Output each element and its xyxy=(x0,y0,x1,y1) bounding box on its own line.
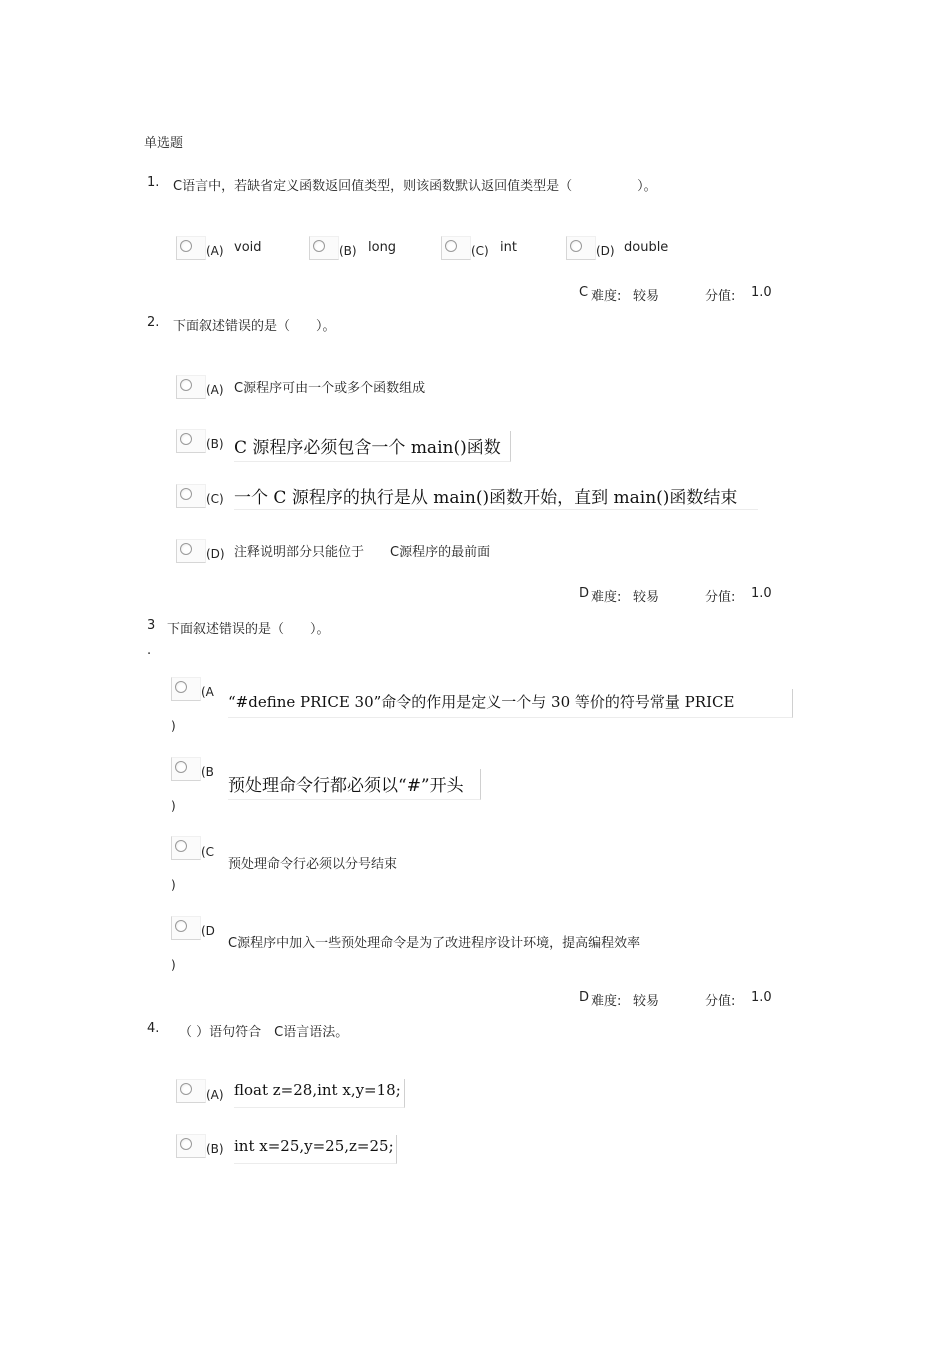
option-letter: (C) xyxy=(471,244,489,258)
option-text: 一个 C 源程序的执行是从 main()函数开始，直到 main()函数结束 xyxy=(234,481,758,510)
difficulty-value: 较易 xyxy=(633,289,660,304)
option-text: double xyxy=(624,240,669,255)
score-label: 分值: xyxy=(705,994,736,1009)
option-letter: (A xyxy=(201,685,214,699)
option-text: C源程序中加入一些预处理命令是为了改进程序设计环境，提高编程效率 xyxy=(228,936,641,951)
radio-button[interactable] xyxy=(171,677,201,701)
option-letter-close: ) xyxy=(171,878,176,892)
radio-button[interactable] xyxy=(176,539,206,563)
question-number: 4. xyxy=(147,1021,160,1036)
option-letter: (B) xyxy=(339,244,357,258)
option-letter-close: ) xyxy=(171,719,176,733)
radio-button[interactable] xyxy=(171,916,201,940)
option-text: 注释说明部分只能位于 C源程序的最前面 xyxy=(234,545,491,560)
option-letter: (B xyxy=(201,765,214,779)
option-letter: (D xyxy=(201,924,215,938)
option-letter: (D) xyxy=(596,244,615,258)
radio-button[interactable] xyxy=(171,757,201,781)
option-text: 预处理命令行都必须以“#”开头 xyxy=(228,769,481,800)
answer-key: C xyxy=(579,285,589,300)
radio-button[interactable] xyxy=(176,429,206,453)
option-text: void xyxy=(234,240,262,255)
option-text: long xyxy=(368,240,397,255)
difficulty-value: 较易 xyxy=(633,994,660,1009)
option-letter: (A) xyxy=(206,244,224,258)
answer-key: D xyxy=(579,990,590,1005)
radio-button[interactable] xyxy=(176,375,206,399)
option-text: 预处理命令行必须以分号结束 xyxy=(228,857,398,872)
option-letter: (A) xyxy=(206,383,224,397)
option-letter: (B) xyxy=(206,437,224,451)
option-text: int x=25,y=25,z=25; xyxy=(234,1135,397,1164)
option-text: C源程序可由一个或多个函数组成 xyxy=(234,381,426,396)
radio-button[interactable] xyxy=(309,236,339,260)
score-value: 1.0 xyxy=(751,285,772,300)
radio-button[interactable] xyxy=(176,1134,206,1158)
option-letter-close: ) xyxy=(171,958,176,972)
question-number: 2. xyxy=(147,315,160,330)
answer-key: D xyxy=(579,586,590,601)
option-letter: (B) xyxy=(206,1142,224,1156)
option-text: C 源程序必须包含一个 main()函数 xyxy=(234,431,511,462)
option-text: “#define PRICE 30”命令的作用是定义一个与 30 等价的符号常量 PRICE xyxy=(228,689,793,718)
section-title: 单选题 xyxy=(144,136,184,151)
question-number: 1. xyxy=(147,175,160,190)
radio-button[interactable] xyxy=(441,236,471,260)
difficulty-label: 难度: xyxy=(591,590,622,605)
question-stem: 下面叙述错误的是（ ）。 xyxy=(173,319,336,334)
score-label: 分值: xyxy=(705,590,736,605)
score-value: 1.0 xyxy=(751,586,772,601)
option-text: float z=28,int x,y=18; xyxy=(234,1079,405,1108)
radio-button[interactable] xyxy=(566,236,596,260)
difficulty-label: 难度: xyxy=(591,994,622,1009)
radio-button[interactable] xyxy=(176,484,206,508)
option-text: int xyxy=(500,240,517,255)
option-letter-close: ) xyxy=(171,799,176,813)
question-number-dot: . xyxy=(147,643,152,658)
radio-button[interactable] xyxy=(176,236,206,260)
difficulty-value: 较易 xyxy=(633,590,660,605)
question-stem: C语言中，若缺省定义函数返回值类型，则该函数默认返回值类型是（ ）。 xyxy=(173,179,657,194)
option-letter: (C xyxy=(201,845,215,859)
question-number: 3 xyxy=(147,618,156,633)
score-label: 分值: xyxy=(705,289,736,304)
question-stem: （ ）语句符合 C语言语法。 xyxy=(179,1025,349,1040)
radio-button[interactable] xyxy=(171,836,201,860)
radio-button[interactable] xyxy=(176,1079,206,1103)
option-letter: (A) xyxy=(206,1088,224,1102)
option-letter: (D) xyxy=(206,547,225,561)
difficulty-label: 难度: xyxy=(591,289,622,304)
question-stem: 下面叙述错误的是（ ）。 xyxy=(167,622,330,637)
score-value: 1.0 xyxy=(751,990,772,1005)
option-letter: (C) xyxy=(206,492,224,506)
